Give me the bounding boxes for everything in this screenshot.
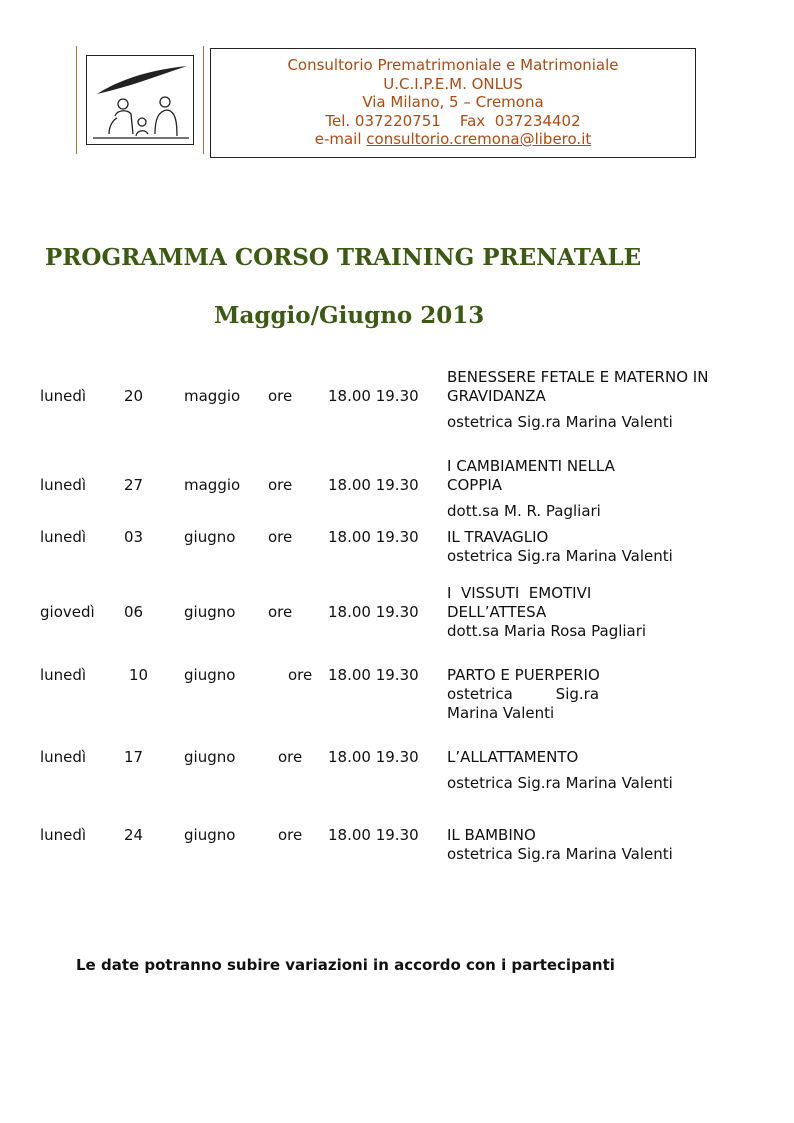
session-topic: L’ALLATTAMENTO <box>447 748 579 766</box>
session-time: 18.00 19.30 <box>328 603 419 621</box>
email-label: e-mail <box>314 130 367 148</box>
session-time: 18.00 19.30 <box>328 387 419 405</box>
session-topic: IL TRAVAGLIO <box>447 528 549 546</box>
session-day: lunedì <box>40 748 87 766</box>
session-speaker: dott.sa Maria Rosa Pagliari <box>447 622 647 640</box>
email-line <box>211 130 695 149</box>
phone-fax: Tel. 037220751 Fax 037234402 <box>325 111 581 130</box>
session-topic: PARTO E PUERPERIO <box>447 666 600 684</box>
session-time: 18.00 19.30 <box>328 528 419 546</box>
session-speaker: dott.sa M. R. Pagliari <box>447 502 601 520</box>
session-ore: ore <box>278 748 303 766</box>
session-speaker: ostetrica Sig.ra Marina Valenti <box>447 413 673 431</box>
session-day: lunedì <box>40 476 87 494</box>
logo-frame-right-line <box>203 46 204 154</box>
contact-box <box>210 48 696 158</box>
page-subtitle: Maggio/Giugno 2013 <box>214 302 485 329</box>
session-speaker: ostetrica Sig.ra Marina Valenti <box>447 845 673 863</box>
email-link[interactable]: consultorio.cremona@libero.it <box>366 130 592 148</box>
session-topic: I VISSUTI EMOTIVI DELL’ATTESA <box>447 584 597 621</box>
session-month: giugno <box>184 666 236 684</box>
session-topic: IL BAMBINO <box>447 826 536 844</box>
session-time: 18.00 19.30 <box>328 666 419 684</box>
session-date: 27 <box>124 476 144 494</box>
family-logo-icon <box>87 56 192 143</box>
session-speaker: ostetrica Sig.ra Marina Valenti <box>447 547 673 565</box>
session-date: 03 <box>124 528 144 546</box>
session-time: 18.00 19.30 <box>328 826 419 844</box>
session-ore: ore <box>288 666 313 684</box>
session-month: giugno <box>184 603 236 621</box>
session-day: lunedì <box>40 666 87 684</box>
org-short-name: U.C.I.P.E.M. ONLUS <box>383 74 523 93</box>
session-speaker: ostetrica Sig.ra Marina Valenti <box>447 774 673 792</box>
session-ore: ore <box>268 387 293 405</box>
session-speaker: ostetrica Sig.ra <box>447 685 600 703</box>
session-speaker-continued: Marina Valenti <box>447 704 555 722</box>
session-day: lunedì <box>40 528 87 546</box>
session-month: maggio <box>184 476 241 494</box>
session-ore: ore <box>278 826 303 844</box>
org-name: Consultorio Prematrimoniale e Matrimoniale <box>287 56 619 74</box>
session-time: 18.00 19.30 <box>328 476 419 494</box>
session-ore: ore <box>268 603 293 621</box>
session-topic: I CAMBIAMENTI NELLA COPPIA <box>447 457 615 494</box>
session-day: lunedì <box>40 387 87 405</box>
session-month: giugno <box>184 528 236 546</box>
session-date: 10 <box>129 666 149 684</box>
logo-frame-left-line <box>76 46 77 154</box>
page-title: PROGRAMMA CORSO TRAINING PRENATALE <box>45 244 642 271</box>
session-date: 20 <box>124 387 144 405</box>
address: Via Milano, 5 – Cremona <box>362 93 544 111</box>
footer-note: Le date potranno subire variazioni in accordo con i partecipanti <box>76 956 615 974</box>
session-ore: ore <box>268 476 293 494</box>
session-month: giugno <box>184 748 236 766</box>
session-day: lunedì <box>40 826 87 844</box>
session-date: 06 <box>124 603 144 621</box>
session-topic: BENESSERE FETALE E MATERNO IN GRAVIDANZA <box>447 368 709 405</box>
session-date: 17 <box>124 748 144 766</box>
session-ore: ore <box>268 528 293 546</box>
session-month: giugno <box>184 826 236 844</box>
session-day: giovedì <box>40 603 95 621</box>
logo <box>86 55 194 145</box>
session-month: maggio <box>184 387 241 405</box>
session-date: 24 <box>124 826 144 844</box>
session-time: 18.00 19.30 <box>328 748 419 766</box>
